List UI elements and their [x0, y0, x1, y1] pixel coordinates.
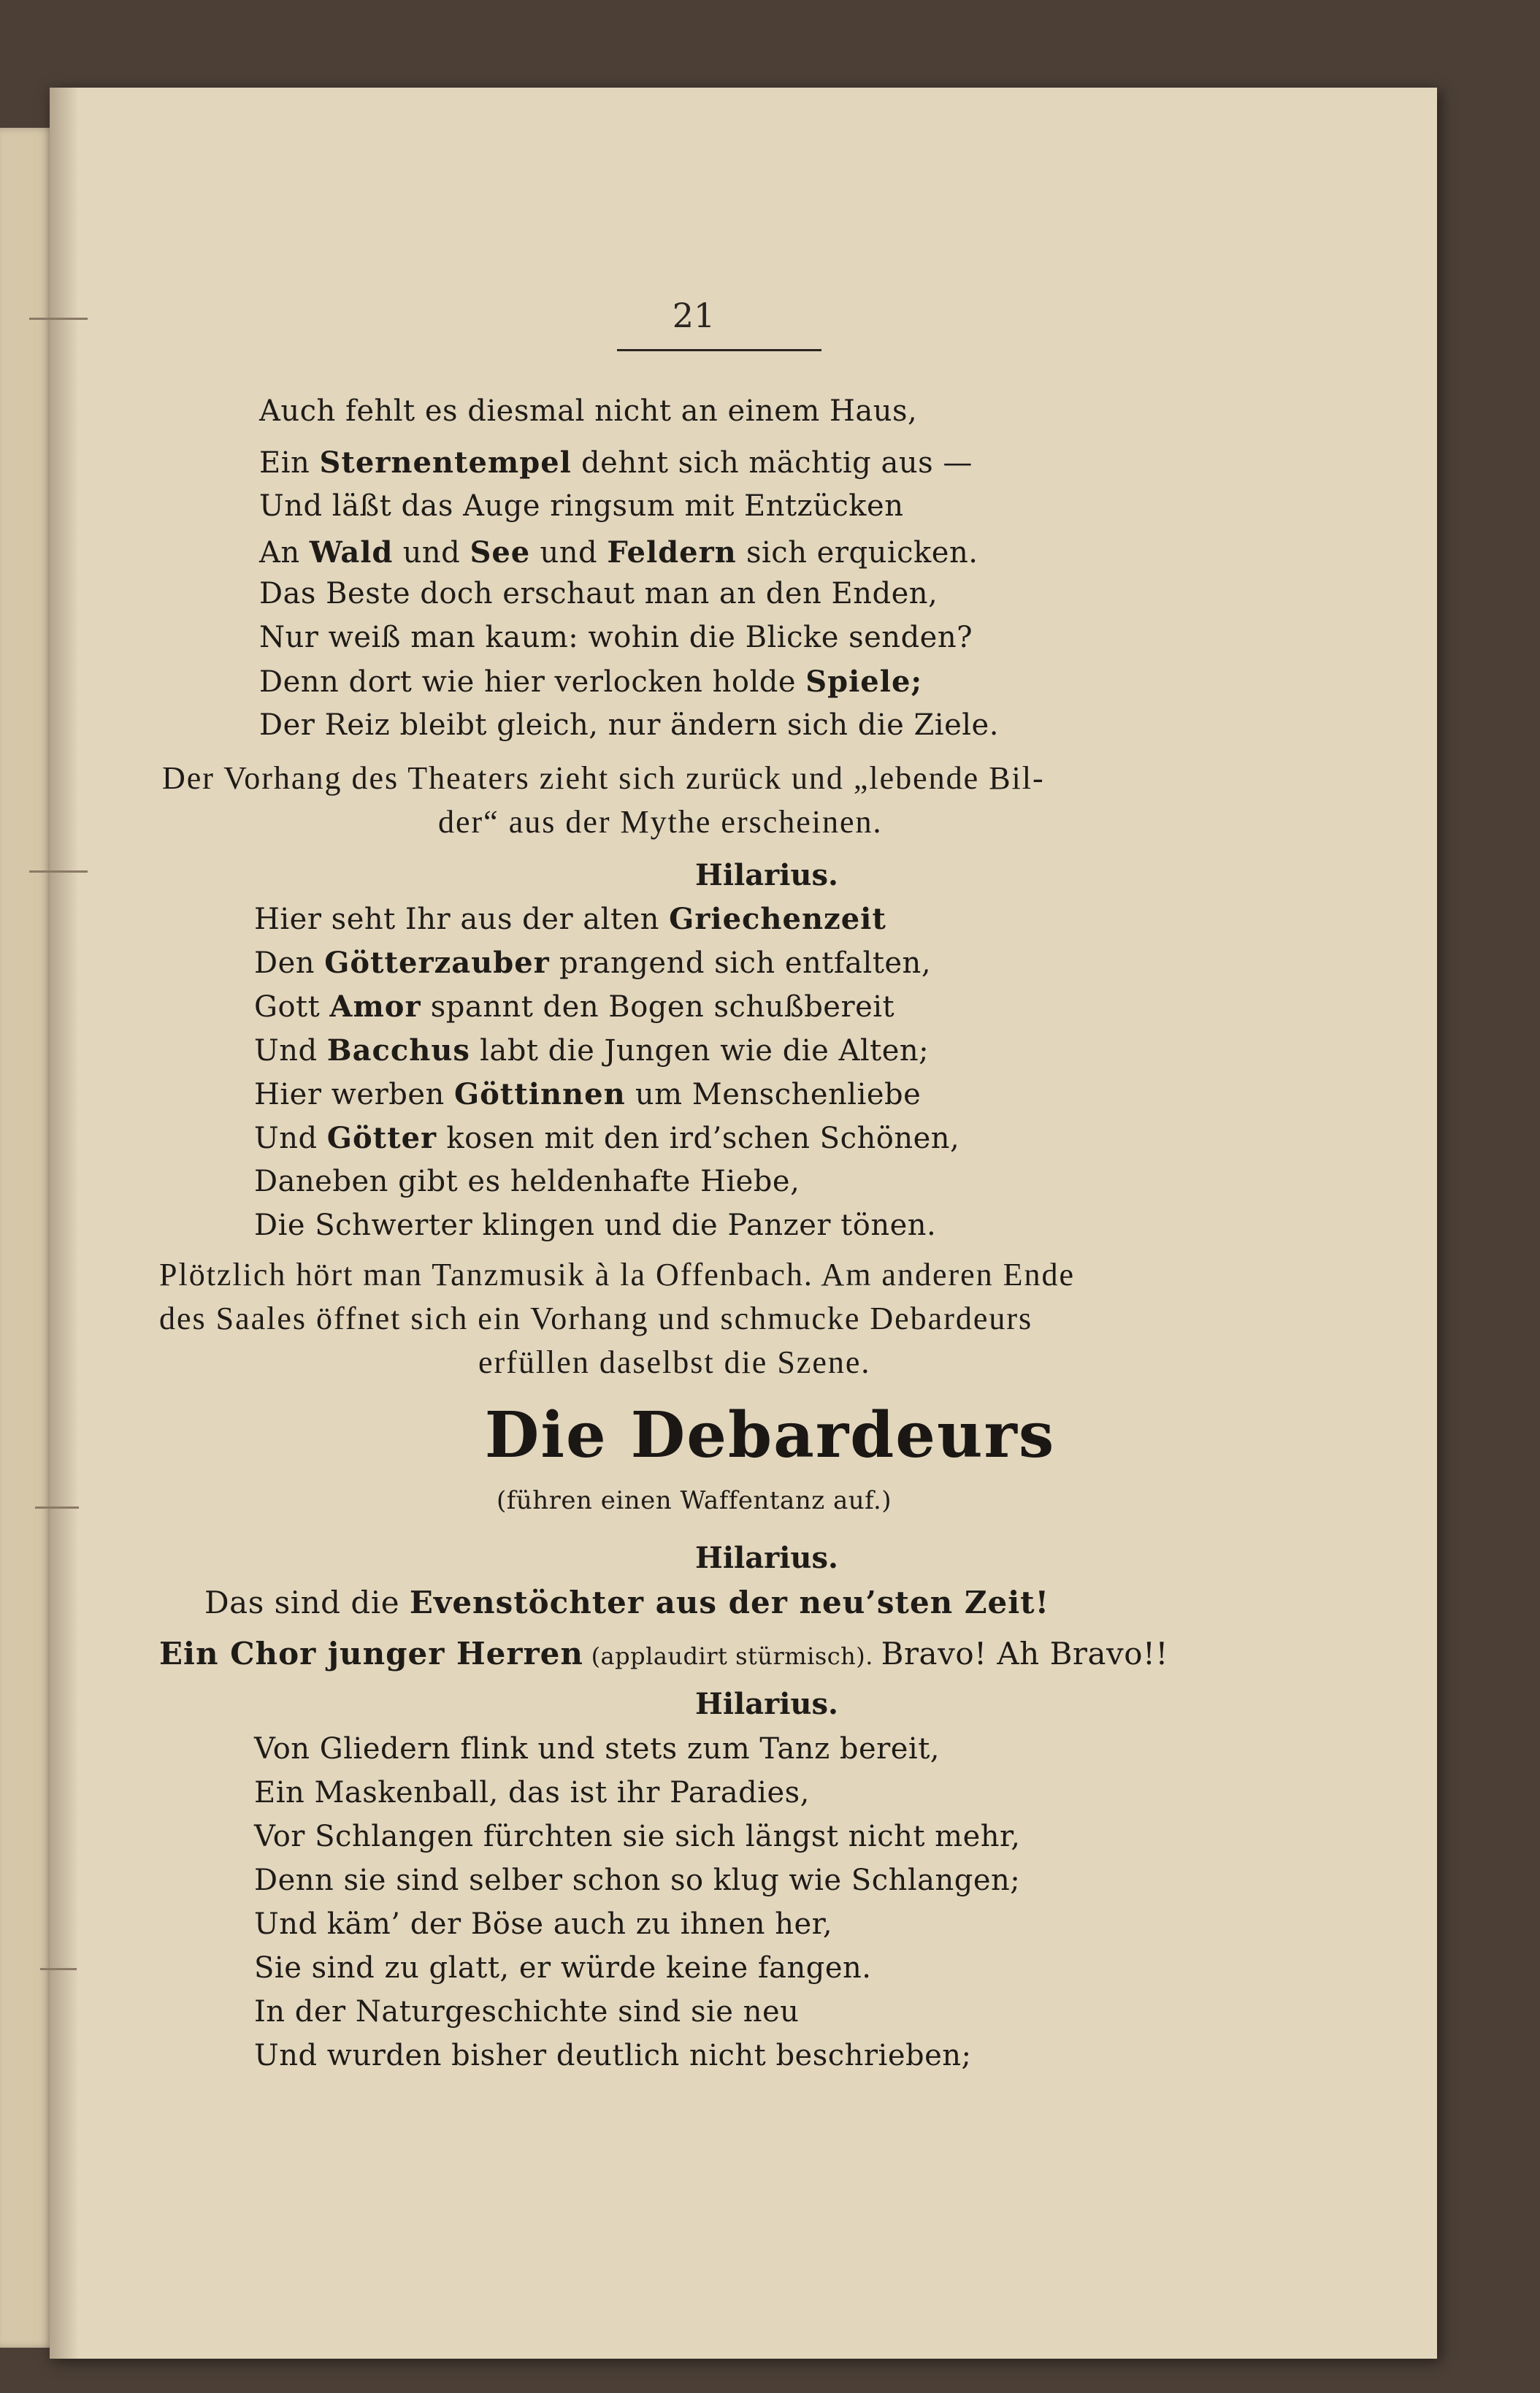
verse-text: Daneben gibt es heldenhafte Hiebe,	[254, 1165, 800, 1198]
page-number: 21	[672, 296, 716, 335]
verse-line	[259, 708, 999, 742]
verse-line	[254, 946, 931, 980]
verse-text: Und	[254, 1034, 327, 1068]
verse-text: dehnt sich mächtig aus —	[571, 446, 973, 480]
verse-bold: Griechenzeit	[669, 902, 886, 936]
speaker-name: Hilarius.	[695, 1541, 838, 1575]
page-number-rule	[617, 349, 821, 351]
speaker-name: Hilarius.	[695, 858, 838, 892]
verse-line	[254, 989, 894, 1024]
verse-bold: Spiele;	[805, 665, 923, 699]
margin-mark	[29, 318, 88, 320]
verse-line: Und wurden bisher deutlich nicht beschrieben;	[254, 2039, 972, 2072]
verse-line	[254, 1077, 921, 1111]
section-title: Die Debardeurs	[484, 1398, 1056, 1472]
verse-line	[204, 1585, 1049, 1620]
margin-mark	[40, 1968, 77, 1970]
stage-direction-line: erfüllen daselbst die Szene.	[478, 1344, 871, 1380]
verse-text: Hier werben	[254, 1078, 454, 1111]
verse-line	[259, 621, 973, 654]
verse-text: Die Schwerter klingen und die Panzer tönen.	[254, 1209, 937, 1242]
verse-text: Denn dort wie hier verlocken holde	[259, 665, 806, 699]
verse-line: Und käm’ der Böse auch zu ihnen her,	[254, 1907, 833, 1941]
verse-line	[254, 902, 886, 936]
verse-line	[259, 489, 903, 523]
verse-text: Hier seht Ihr aus der alten	[254, 903, 670, 936]
verse-line	[259, 535, 978, 570]
stage-direction-line: Der Vorhang des Theaters zieht sich zurück und „lebende Bil-	[162, 760, 1045, 796]
verse-line: Denn sie sind selber schon so klug wie Schlangen;	[254, 1864, 1021, 1897]
stage-direction-line: der“ aus der Mythe erscheinen.	[438, 804, 883, 840]
verse-line: Vor Schlangen fürchten sie sich längst nicht mehr,	[254, 1820, 1021, 1853]
chorus-text: Bravo! Ah Bravo!!	[881, 1636, 1168, 1672]
chorus-speaker: Ein Chor junger Herren	[159, 1636, 583, 1672]
verse-text: kosen mit den ird’schen Schönen,	[437, 1122, 960, 1155]
verse-text: sich erquicken.	[736, 536, 978, 570]
verse-bold: See	[470, 535, 531, 570]
verse-text: Und läßt das Auge ringsum mit Entzücken	[259, 489, 904, 523]
verse-line: In der Naturgeschichte sind sie neu	[254, 1995, 800, 2029]
verse-bold: Götter	[326, 1121, 437, 1155]
verse-bold: Wald	[309, 535, 394, 570]
verse-text: Nur weiß man kaum: wohin die Blicke senden?	[259, 621, 973, 654]
verse-text: und	[530, 536, 608, 570]
verse-text: Das sind die	[204, 1585, 410, 1620]
stage-direction-line: des Saales öffnet sich ein Vorhang und schmucke Debardeurs	[159, 1301, 1033, 1336]
margin-mark	[35, 1506, 79, 1509]
verse-bold: Göttinnen	[453, 1077, 626, 1111]
verse-text: um Menschenliebe	[625, 1078, 922, 1111]
verse-line	[254, 1033, 929, 1068]
verse-text: Ein	[259, 446, 320, 480]
verse-line	[259, 577, 938, 610]
verse-bold: Feldern	[607, 535, 737, 570]
verse-text: labt die Jungen wie die Alten;	[470, 1034, 930, 1068]
verse-bold: Amor	[329, 989, 421, 1024]
margin-mark	[29, 870, 88, 873]
verse-text: An	[259, 536, 310, 570]
verse-text: Gott	[254, 990, 330, 1024]
verse-bold: Evenstöchter aus der neu’sten Zeit!	[409, 1585, 1050, 1620]
verse-line	[259, 445, 973, 480]
left-page-edge	[0, 128, 55, 2348]
verse-bold: Bacchus	[326, 1033, 470, 1068]
verse-text: Der Reiz bleibt gleich, nur ändern sich die Ziele.	[259, 708, 999, 742]
stage-direction-line: Plötzlich hört man Tanzmusik à la Offenbach. Am anderen Ende	[159, 1257, 1076, 1293]
verse-line	[259, 665, 922, 699]
verse-text: Den	[254, 946, 325, 980]
verse-line	[254, 1121, 959, 1155]
chorus-direction: (applaudirt stürmisch).	[583, 1642, 881, 1670]
verse-line	[254, 1165, 800, 1198]
page-gutter-shadow	[50, 88, 79, 2359]
verse-text: prangend sich entfalten,	[549, 946, 932, 980]
section-subtitle: (führen einen Waffentanz auf.)	[497, 1486, 892, 1515]
verse-line: Sie sind zu glatt, er würde keine fangen.	[254, 1951, 872, 1985]
verse-line	[254, 1209, 936, 1242]
verse-line	[259, 394, 917, 428]
verse-bold: Götterzauber	[324, 946, 550, 980]
verse-text: und	[393, 536, 470, 570]
verse-line: Von Gliedern flink und stets zum Tanz bereit,	[254, 1732, 941, 1766]
verse-text: Das Beste doch erschaut man an den Enden,	[259, 577, 938, 610]
verse-text: Und	[254, 1122, 327, 1155]
speaker-name: Hilarius.	[695, 1687, 838, 1721]
verse-text: spannt den Bogen schußbereit	[421, 990, 895, 1024]
verse-line: Ein Maskenball, das ist ihr Paradies,	[254, 1776, 810, 1810]
verse-text: Auch fehlt es diesmal nicht an einem Haus,	[259, 394, 918, 428]
chorus-line	[159, 1636, 1168, 1672]
verse-bold: Sternentempel	[319, 445, 572, 480]
